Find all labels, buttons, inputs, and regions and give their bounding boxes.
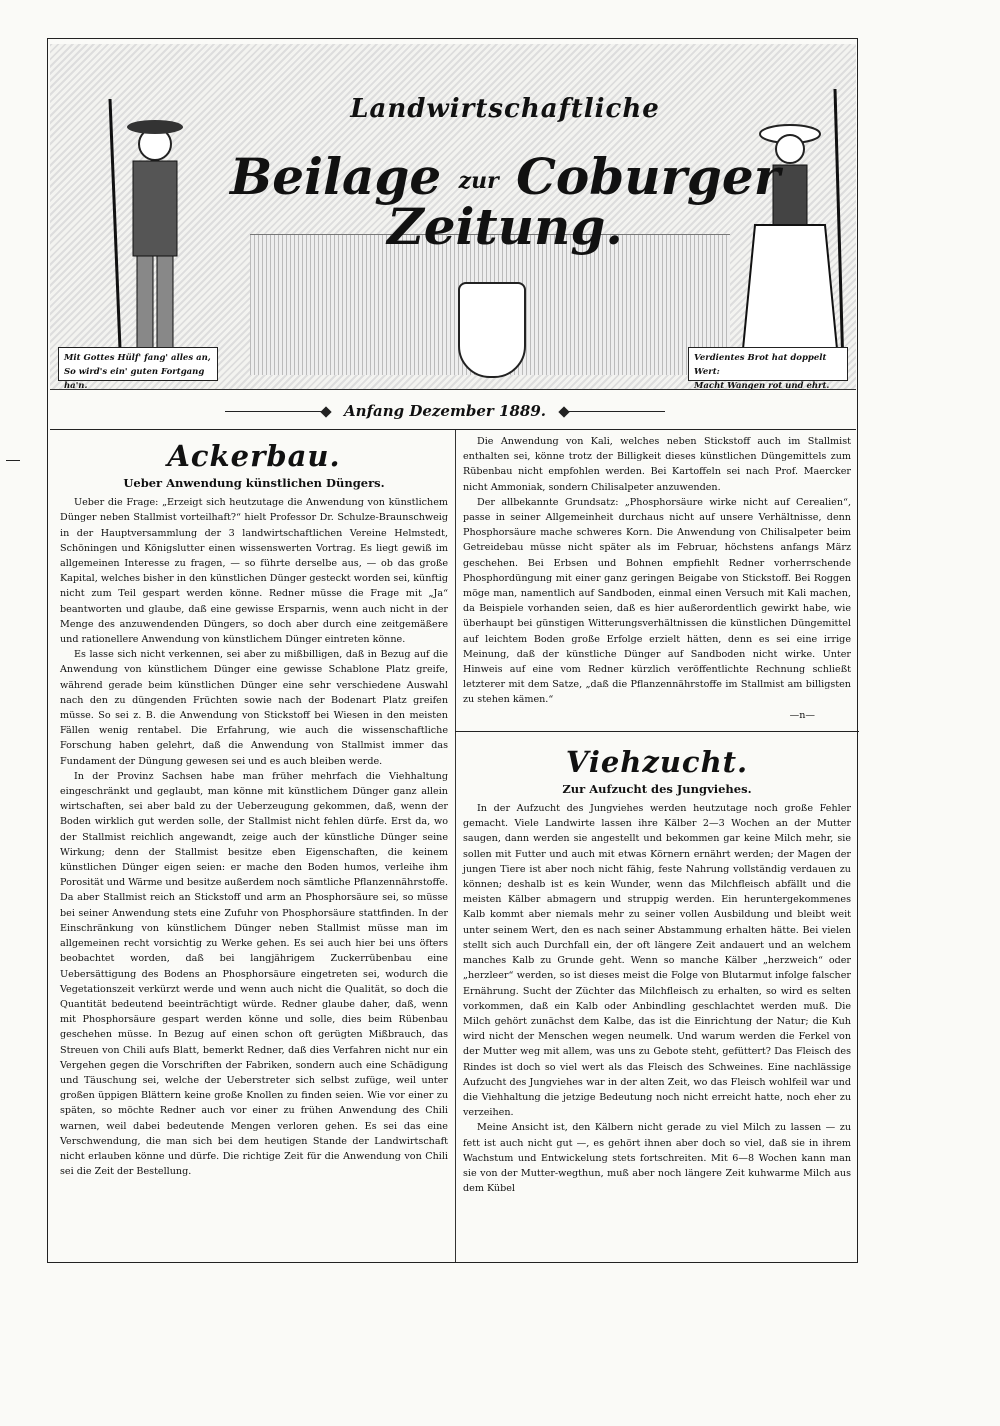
motto-left-line1: Mit Gottes Hülf' fang' alles an, [64,353,211,363]
article-paragraph: In der Aufzucht des Jungviehes werden heutzutage noch große Fehler gemacht. Viele Landwirte lassen ihre Kälber 2—3 Wochen an der Mutter saugen, dann werden sie angestellt und bekommen gar keine Milch mehr, sie sollen mit Futter und auch mit etwas Körnern ernährt werden; der Magen der jungen Tiere ist aber noch nicht fähig, feste Nahrung vollständig verdauen zu können; deshalb ist es kein Wunder, wenn das Milchfleisch abfällt und die meisten Kälber abmagern und struppig werden. Ein heruntergekommenes Kalb kommt aber niemals mehr zu seiner vollen Ausbildung und bleibt weit unter seinem Wert, den es nach seiner Abstammung erhalten hätte. Bei vielen stellt sich auch Durchfall ein, der oft längere Zeit andauert und an welchem manches Kalb zu Grunde geht. Wenn so manche Kälber „herzweich“ oder „herzleer“ werden, so ist dieses meist die Folge von Blutarmut infolge falscher Ernährung. Sucht der Züchter das Milchfleisch zu erhalten, so wird es selten vorkommen, daß ein Kalb oder Anbindling geschlachtet werden muß. Die Milch gehört zunächst dem Kalbe, das ist die Einrichtung der Natur; die Kuh wird nicht der Menschen wegen neumelk. Und warum werden die Ferkel von der Mutter weg mit allem, was uns zu Gebote steht, gefüttert? Das Fleisch des Rindes ist doch so viel wert als das Fleisch des Schweines. Eine nachlässige Aufzucht des Jungviehes war in der alten Zeit, wo das Fleisch wohlfeil war und die Viehhaltung die jetzige Bedeutung noch nicht erreicht hatte, noch eher zu verzeihen. [463,803,851,1119]
masthead-title [225,147,785,256]
section-title-ackerbau: Ackerbau. [167,439,341,473]
column-divider [455,430,456,1210]
motto-right-line1: Verdientes Brot hat doppelt Wert: [694,353,827,377]
article-paragraph: Der allbekannte Grundsatz: „Phosphorsäure wirke nicht auf Cerealien“, passe in seiner Allgemeinheit durchaus nicht auf unsere Verhältnisse, denn Phosphorsäure mache schweres Korn. Die Anwendung von Chilisalpeter beim Getreidebau müsse nicht später als im Februar, höchstens anfangs März geschehen. Bei Erbsen und Bohnen empfiehlt Redner vorherrschende Phosphordüngung mit einer ganz geringen Beigabe von Stickstoff. Bei Roggen möge man, namentlich auf Sandboden, einmal einen Versuch mit Kali machen, da Beispiele vorhanden seien, daß es hier außerordentlich gewirkt habe, wie überhaupt bei günstigen Witterungsverhältnissen die künstlichen Düngemittel auf leichtem Boden große Erfolge erzielt hätten, denn es sei eine irrige Meinung, daß der künstliche Dünger auf Sandboden nicht wirke. Unter Hinweis auf eine vom Redner kürzlich veröffentlichte Rechnung schließt letzterer mit dem Satze, „daß die Pflanzennährstoffe im Stallmist am billigsten zu stehen kämen.“ [463,496,851,706]
article-title-jungvieh: Zur Aufzucht des Jungviehes. [562,781,752,796]
issue-dateline [225,400,665,422]
motto-right [688,347,848,390]
title-word-newspaper: Coburger Zeitung. [387,147,781,256]
dateline-rule-left [225,411,330,412]
article-paragraph: Die Anwendung von Kali, welches neben Stickstoff auch im Stallmist enthalten sei, könne trotz der Billigkeit dieses künstlichen Düngemittels zum Rübenbau nicht empfohlen werden. Bei Kartoffeln sei nach Prof. Maercker nicht Ammoniak, sondern Chilisalpeter anzuwenden. [463,436,851,493]
margin-mark [6,460,20,461]
column-divider-bottom [455,1210,456,1262]
article-paragraph: Ueber die Frage: „Erzeigt sich heutzutage die Anwendung von künstlichem Dünger neben Stallmist vorteilhaft?“ hielt Professor Dr. Schulze-Braunschweig in der Hauptversammlung der 3 landwirtschaftlichen Vereine Helmstedt, Schöningen und Königslutter einen wissenswerten Vortrag. Es liegt gewiß im allgemeinen Interesse zu fragen, — so führte derselbe aus, — ob das große Kapital, welches bisher in den künstlichen Dünger gesteckt worden sei, künftig nicht zum Teil gespart werden könne. Redner müsse die Frage mit „Ja“ beantworten und glaube, daß eine gewisse Ersparnis, wenn auch nicht in der Menge des anzuwendenden Düngers, so doch aber durch eine zeitgemäßere und rationellere Anwendung von künstlichem Dünger eintreten könne. [60,497,448,646]
article-title-duenger: Ueber Anwendung künstlichen Düngers. [123,476,385,490]
title-word-beilage: Beilage [229,147,442,206]
header-rule [50,429,856,430]
masthead-subtitle: Landwirtschaftliche [350,94,660,124]
issue-date: Anfang Dezember 1889. [344,402,546,420]
eagle-crest-icon [458,282,526,378]
article-paragraph: Meine Ansicht ist, den Kälbern nicht gerade zu viel Milch zu lassen — zu fett ist auch nicht gut —, es gehört ihnen aber doch so viel, daß sie in ihrem Wachstum und Entwickelung stets fortschreiten. Mit 6—8 Wochen kann man sie von der Mutter-wegthun, muß aber noch längere Zeit kuhwarme Milch aus dem Kübel [463,1122,851,1195]
section-title-viehzucht: Viehzucht. [565,744,749,779]
section-separator [455,731,859,732]
motto-left-line2: So wird's ein' guten Fortgang ha'n. [64,367,205,390]
article-paragraph: In der Provinz Sachsen habe man früher mehrfach die Viehhaltung eingeschränkt und geglaubt, man könne mit künstlichem Dünger ganz allein wirtschaften, sei aber bald zu der Ueberzeugung gekommen, daß, wenn der Boden wirklich gut werden solle, der Stallmist nicht fehlen dürfe. Erst da, wo der Stallmist reichlich angewandt, zeige auch der künstliche Dünger seine Wirkung; denn der Stallmist besitze eben Eigenschaften, die keinem künstlichen Dünger eigen seien: er mache den Boden humos, verleihe ihm Porosität und Wärme und besitze außerdem noch sämtliche Pflanzennährstoffe. Da aber Stallmist reich an Stickstoff und arm an Phosphorsäure sei, so müsse bei seiner Anwendung stets eine Zufuhr von Phosphorsäure stattfinden. In der Einschränkung von künstlichem Dünger neben Stallmist müsse man im allgemeinen recht vorsichtig zu Werke gehen. Es sei auch hier bei uns öfters beobachtet worden, daß bei langjährigem Zuckerrübenbau eine Uebersättigung des Bodens an Phosphorsäure eingetreten sei, wodurch die Vegetationszeit verkürzt werde und wenn auch nicht die Qualität, so doch die Quantität bedeutend beeinträchtigt würde. Redner glaube daher, daß, wenn mit Phosphorsäure gespart werden könne und solle, dies beim Rübenbau geschehen müsse. In Bezug auf einen schon oft gerügten Mißbrauch, das Streuen von Chili aufs Blatt, bemerkt Redner, daß dies Verfahren nicht nur ein Vergehen gegen die Vorschriften der Fabriken, sondern auch eine Schädigung und Täuschung sei, welche der Ueberstreter sich selbst zufüge, weil unter großen üppigen Blättern keine große Knollen zu finden seien. Wie vor einer zu späten, so möchte Redner auch vor einer zu frühen Anwendung des Chili warnen, weil dabei bedeutende Mengen verloren gehen. Es sei das eine Verschwendung, die man sich bei dem heutigen Stande der Landwirtschaft nicht erlauben könne und dürfe. Die richtige Zeit für die Anwendung von Chili sei die Zeit der Bestellung. [60,770,448,1178]
masthead-illustration [50,44,856,390]
motto-right-line2: Macht Wangen rot und ehrt. [694,381,830,390]
farmer-figure-illustration [90,89,220,389]
author-signature: —n— [789,709,815,721]
article-paragraph: Es lasse sich nicht verkennen, sei aber zu mißbilligen, daß in Bezug auf die Anwendung von künstlichem Dünger eine gewisse Schablone Platz greife, während gerade beim künstlichen Dünger eine sehr verschiedene Auswahl nach den zu düngenden Früchten sowie nach der Bodenart Platz greifen müsse. So sei z. B. die Anwendung von Stickstoff bei Wiesen in den meisten Fällen wenig rentabel. Die Erfahrung, wie auch die wissenschaftliche Forschung haben gelehrt, daß die Anwendung von Stallmist immer das Fundament der Düngung gewesen sei und es auch bleiben werde. [60,649,448,767]
motto-left [58,347,218,390]
dateline-rule-right [560,411,665,412]
right-column [463,434,851,1196]
title-word-zur: zur [458,168,499,194]
left-column [60,434,448,1179]
